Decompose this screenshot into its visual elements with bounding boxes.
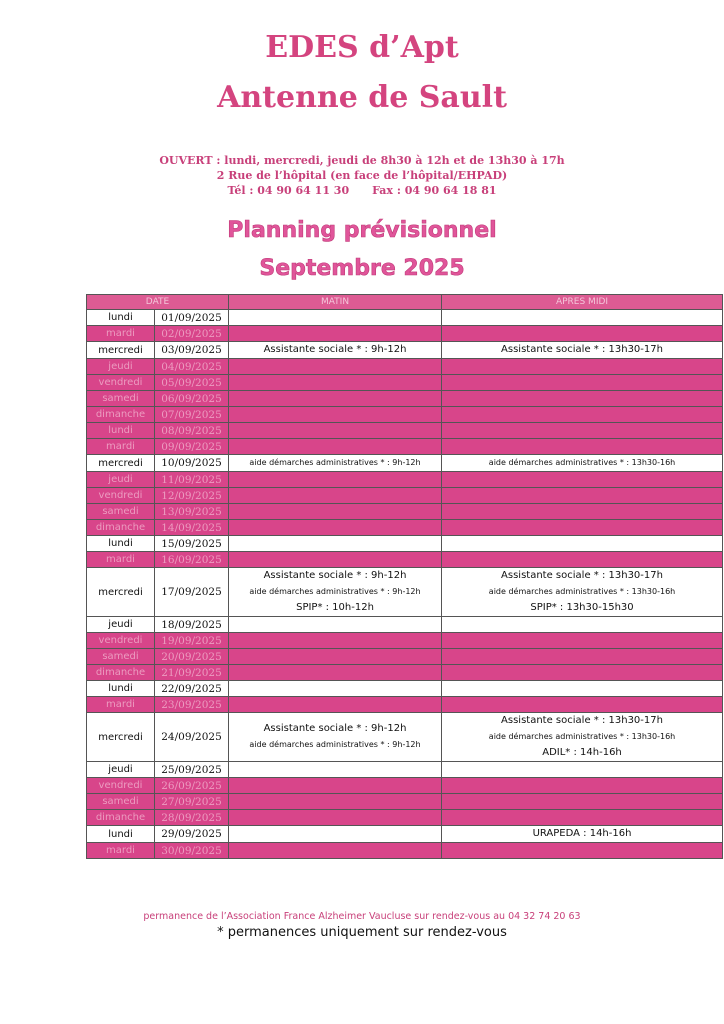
row-date: 05/09/2025: [155, 375, 229, 391]
appointment-line: Assistante sociale * : 9h-12h: [263, 723, 407, 734]
row-day: mercredi: [87, 342, 155, 359]
row-date: 11/09/2025: [155, 472, 229, 488]
row-day: mercredi: [87, 455, 155, 472]
table-row: [87, 826, 723, 843]
table-row: [87, 568, 723, 617]
row-apres-midi: [442, 536, 723, 552]
row-apres-midi: [442, 391, 723, 407]
row-date: 04/09/2025: [155, 359, 229, 375]
row-matin: [229, 423, 442, 439]
appointment-line: aide démarches administratives * : 9h-12h: [249, 458, 421, 467]
row-date: 02/09/2025: [155, 326, 229, 342]
row-day: samedi: [87, 794, 155, 810]
table-row: [87, 633, 723, 649]
row-apres-midi: [442, 407, 723, 423]
row-date: 27/09/2025: [155, 794, 229, 810]
row-apres-midi: [442, 568, 723, 617]
table-row: [87, 342, 723, 359]
row-matin: [229, 407, 442, 423]
table-row: [87, 762, 723, 778]
title-antenne: Antenne de Sault: [217, 80, 507, 115]
row-apres-midi: [442, 326, 723, 342]
row-day: mercredi: [87, 568, 155, 617]
table-row: [87, 697, 723, 713]
row-day: dimanche: [87, 665, 155, 681]
appointment-line: SPIP* : 10h-12h: [296, 602, 374, 613]
row-apres-midi: [442, 665, 723, 681]
table-row: [87, 617, 723, 633]
appointment-line: aide démarches administratives * : 13h30-16h: [488, 458, 676, 467]
row-day: samedi: [87, 391, 155, 407]
appointment-line: ADIL* : 14h-16h: [542, 747, 622, 758]
row-apres-midi: [442, 520, 723, 536]
table-row: [87, 375, 723, 391]
row-matin: [229, 391, 442, 407]
row-matin: [229, 472, 442, 488]
row-matin: [229, 843, 442, 859]
row-day: jeudi: [87, 762, 155, 778]
row-date: 16/09/2025: [155, 552, 229, 568]
row-date: 23/09/2025: [155, 697, 229, 713]
row-date: 26/09/2025: [155, 778, 229, 794]
row-matin: [229, 713, 442, 762]
row-day: dimanche: [87, 810, 155, 826]
planning-title: Planning prévisionnel: [227, 218, 497, 243]
table-row: [87, 552, 723, 568]
row-apres-midi: [442, 617, 723, 633]
row-apres-midi: [442, 649, 723, 665]
appointment-line: Assistante sociale * : 9h-12h: [263, 570, 407, 581]
header-apres-midi: APRES MIDI: [442, 295, 723, 310]
table-row: [87, 455, 723, 472]
appointment-line: Assistante sociale * : 13h30-17h: [501, 715, 663, 726]
row-matin: [229, 633, 442, 649]
appointment-line: aide démarches administratives * : 9h-12h: [249, 740, 421, 749]
opening-hours: OUVERT : lundi, mercredi, jeudi de 8h30 à 12h et de 13h30 à 17h: [159, 154, 565, 167]
row-apres-midi: [442, 455, 723, 472]
table-row: [87, 359, 723, 375]
row-day: lundi: [87, 681, 155, 697]
row-matin: [229, 520, 442, 536]
row-day: vendredi: [87, 488, 155, 504]
row-apres-midi: [442, 762, 723, 778]
row-day: jeudi: [87, 617, 155, 633]
table-row: [87, 326, 723, 342]
row-matin: [229, 794, 442, 810]
row-matin: [229, 455, 442, 472]
row-apres-midi: [442, 423, 723, 439]
table-row: [87, 439, 723, 455]
row-apres-midi: [442, 633, 723, 649]
appointment-line: aide démarches administratives * : 9h-12h: [249, 587, 421, 596]
table-row: [87, 843, 723, 859]
phone-fax: Tél : 04 90 64 11 30 Fax : 04 90 64 18 81: [227, 184, 497, 197]
row-day: jeudi: [87, 359, 155, 375]
title-edes: EDES d’Apt: [265, 30, 459, 65]
row-day: samedi: [87, 504, 155, 520]
row-matin: [229, 536, 442, 552]
row-day: vendredi: [87, 375, 155, 391]
row-apres-midi: [442, 375, 723, 391]
row-date: 14/09/2025: [155, 520, 229, 536]
row-date: 24/09/2025: [155, 713, 229, 762]
table-row: [87, 665, 723, 681]
table-row: [87, 423, 723, 439]
row-day: mercredi: [87, 713, 155, 762]
table-row: [87, 810, 723, 826]
table-row: [87, 649, 723, 665]
row-matin: [229, 342, 442, 359]
appointment-line: Assistante sociale * : 13h30-17h: [501, 344, 663, 355]
row-matin: [229, 665, 442, 681]
row-date: 01/09/2025: [155, 310, 229, 326]
row-day: lundi: [87, 423, 155, 439]
row-date: 06/09/2025: [155, 391, 229, 407]
row-date: 08/09/2025: [155, 423, 229, 439]
row-matin: [229, 488, 442, 504]
address: 2 Rue de l’hôpital (en face de l’hôpital/EHPAD): [216, 169, 508, 182]
row-matin: [229, 649, 442, 665]
row-date: 28/09/2025: [155, 810, 229, 826]
row-matin: [229, 359, 442, 375]
row-matin: [229, 439, 442, 455]
row-apres-midi: [442, 843, 723, 859]
row-apres-midi: [442, 439, 723, 455]
row-day: lundi: [87, 310, 155, 326]
row-day: mardi: [87, 326, 155, 342]
row-matin: [229, 310, 442, 326]
table-row: [87, 778, 723, 794]
row-matin: [229, 826, 442, 843]
header-matin: MATIN: [229, 295, 442, 310]
table-row: [87, 504, 723, 520]
row-matin: [229, 681, 442, 697]
header-date: DATE: [87, 295, 229, 310]
row-date: 03/09/2025: [155, 342, 229, 359]
row-matin: [229, 326, 442, 342]
row-date: 17/09/2025: [155, 568, 229, 617]
appointment-line: aide démarches administratives * : 13h30-16h: [488, 587, 676, 596]
row-apres-midi: [442, 488, 723, 504]
table-row: [87, 713, 723, 762]
table-row: [87, 472, 723, 488]
row-day: mardi: [87, 697, 155, 713]
row-matin: [229, 568, 442, 617]
row-day: vendredi: [87, 633, 155, 649]
row-matin: [229, 375, 442, 391]
appointment-note: * permanences uniquement sur rendez-vous: [217, 925, 507, 940]
alzheimer-note: permanence de l’Association France Alzheimer Vaucluse sur rendez-vous au 04 32 74 20 63: [143, 911, 581, 922]
row-apres-midi: [442, 697, 723, 713]
row-day: mardi: [87, 843, 155, 859]
row-date: 19/09/2025: [155, 633, 229, 649]
table-row: [87, 681, 723, 697]
row-date: 21/09/2025: [155, 665, 229, 681]
appointment-line: aide démarches administratives * : 13h30-16h: [488, 732, 676, 741]
row-matin: [229, 762, 442, 778]
row-day: samedi: [87, 649, 155, 665]
row-date: 20/09/2025: [155, 649, 229, 665]
table-row: [87, 407, 723, 423]
row-day: dimanche: [87, 520, 155, 536]
row-date: 30/09/2025: [155, 843, 229, 859]
table-row: [87, 536, 723, 552]
appointment-line: Assistante sociale * : 9h-12h: [263, 344, 407, 355]
appointment-line: Assistante sociale * : 13h30-17h: [501, 570, 663, 581]
row-matin: [229, 504, 442, 520]
row-date: 13/09/2025: [155, 504, 229, 520]
row-date: 09/09/2025: [155, 439, 229, 455]
row-apres-midi: [442, 713, 723, 762]
row-day: jeudi: [87, 472, 155, 488]
row-matin: [229, 617, 442, 633]
row-apres-midi: [442, 552, 723, 568]
row-day: mardi: [87, 439, 155, 455]
row-day: lundi: [87, 536, 155, 552]
row-date: 15/09/2025: [155, 536, 229, 552]
planning-month: Septembre 2025: [259, 256, 465, 281]
table-header-row: [87, 295, 723, 310]
row-matin: [229, 552, 442, 568]
row-matin: [229, 810, 442, 826]
row-date: 25/09/2025: [155, 762, 229, 778]
row-apres-midi: [442, 359, 723, 375]
table-row: [87, 794, 723, 810]
appointment-line: SPIP* : 13h30-15h30: [530, 602, 634, 613]
row-apres-midi: [442, 504, 723, 520]
row-apres-midi: [442, 681, 723, 697]
row-apres-midi: [442, 310, 723, 326]
row-apres-midi: [442, 794, 723, 810]
row-date: 12/09/2025: [155, 488, 229, 504]
row-date: 10/09/2025: [155, 455, 229, 472]
row-matin: [229, 778, 442, 794]
row-date: 07/09/2025: [155, 407, 229, 423]
row-day: dimanche: [87, 407, 155, 423]
row-date: 18/09/2025: [155, 617, 229, 633]
row-day: mardi: [87, 552, 155, 568]
appointment-line: URAPEDA : 14h-16h: [532, 828, 632, 839]
row-apres-midi: [442, 810, 723, 826]
row-matin: [229, 697, 442, 713]
row-apres-midi: [442, 826, 723, 843]
row-apres-midi: [442, 472, 723, 488]
table-row: [87, 310, 723, 326]
row-day: vendredi: [87, 778, 155, 794]
row-date: 22/09/2025: [155, 681, 229, 697]
row-date: 29/09/2025: [155, 826, 229, 843]
row-day: lundi: [87, 826, 155, 843]
row-apres-midi: [442, 342, 723, 359]
schedule-table: [86, 294, 723, 859]
row-apres-midi: [442, 778, 723, 794]
table-row: [87, 391, 723, 407]
table-row: [87, 488, 723, 504]
table-row: [87, 520, 723, 536]
